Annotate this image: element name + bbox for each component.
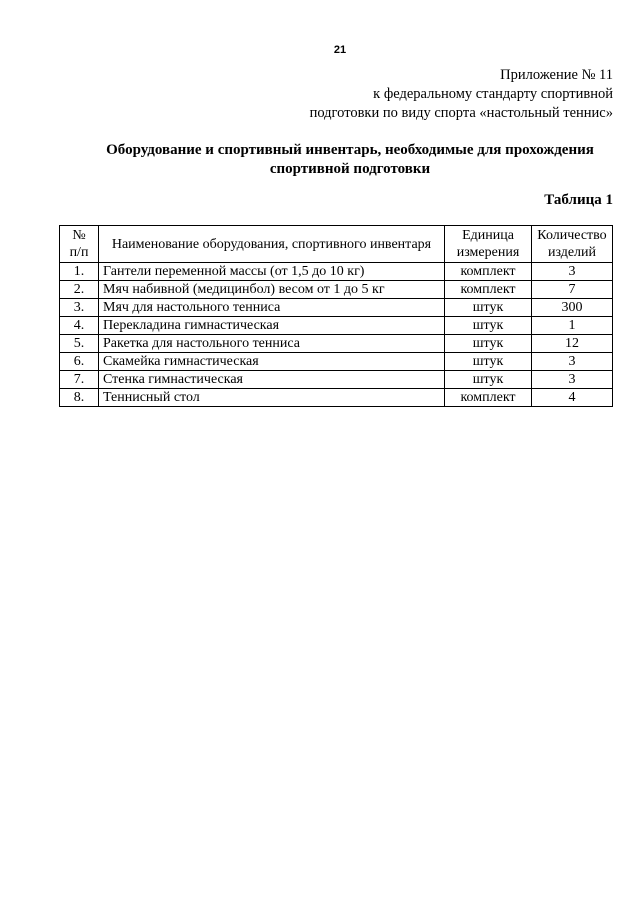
table-row: [60, 353, 613, 371]
row-name: Теннисный стол: [99, 389, 445, 407]
page-number: 21: [333, 44, 347, 56]
row-num: 2.: [60, 281, 99, 299]
row-name: Гантели переменной массы (от 1,5 до 10 кг): [99, 263, 445, 281]
header-name: Наименование оборудования, спортивного инвентаря: [99, 226, 445, 263]
header-qty: [532, 226, 613, 263]
table-header-row: [60, 226, 613, 263]
row-qty: 4: [532, 389, 613, 407]
header-unit-line-2: измерения: [456, 245, 520, 260]
table-row: [60, 281, 613, 299]
row-num: 1.: [60, 263, 99, 281]
document-title: [60, 141, 640, 179]
row-num: 7.: [60, 371, 99, 389]
header-qty-line-1: Количество: [537, 228, 607, 243]
header-num-line-1: №: [72, 228, 86, 243]
header-unit: [445, 226, 532, 263]
row-qty: 1: [532, 317, 613, 335]
row-name: Скамейка гимнастическая: [99, 353, 445, 371]
document-title-line-2: спортивной подготовки: [269, 161, 431, 177]
row-qty: 12: [532, 335, 613, 353]
row-name: Мяч набивной (медицинбол) весом от 1 до 5 кг: [99, 281, 445, 299]
row-unit: штук: [445, 335, 532, 353]
table-row: [60, 299, 613, 317]
table-label: Таблица 1: [544, 192, 613, 208]
row-qty: 3: [532, 353, 613, 371]
row-qty: 300: [532, 299, 613, 317]
row-num: 6.: [60, 353, 99, 371]
document-title-line-1: Оборудование и спортивный инвентарь, необходимые для прохождения: [106, 142, 594, 158]
equipment-table: [59, 225, 613, 407]
row-num: 4.: [60, 317, 99, 335]
appendix-line-2: к федеральному стандарту спортивной: [373, 86, 613, 102]
row-qty: 7: [532, 281, 613, 299]
row-unit: штук: [445, 317, 532, 335]
appendix-line-1: Приложение № 11: [500, 67, 613, 83]
row-num: 3.: [60, 299, 99, 317]
row-qty: 3: [532, 263, 613, 281]
header-unit-line-1: Единица: [462, 228, 514, 243]
row-name: Стенка гимнастическая: [99, 371, 445, 389]
row-unit: комплект: [445, 281, 532, 299]
table-row: [60, 389, 613, 407]
appendix-line-3: подготовки по виду спорта «настольный теннис»: [309, 105, 613, 121]
row-qty: 3: [532, 371, 613, 389]
row-name: Перекладина гимнастическая: [99, 317, 445, 335]
table-row: [60, 317, 613, 335]
row-unit: штук: [445, 299, 532, 317]
row-unit: комплект: [445, 263, 532, 281]
table-row: [60, 263, 613, 281]
row-unit: комплект: [445, 389, 532, 407]
row-unit: штук: [445, 371, 532, 389]
table-row: [60, 371, 613, 389]
header-num: [60, 226, 99, 263]
header-qty-line-2: изделий: [547, 245, 597, 260]
row-unit: штук: [445, 353, 532, 371]
header-num-line-2: п/п: [69, 245, 89, 260]
row-name: Мяч для настольного тенниса: [99, 299, 445, 317]
table-row: [60, 335, 613, 353]
appendix-header: [310, 66, 613, 123]
row-name: Ракетка для настольного тенниса: [99, 335, 445, 353]
row-num: 8.: [60, 389, 99, 407]
row-num: 5.: [60, 335, 99, 353]
